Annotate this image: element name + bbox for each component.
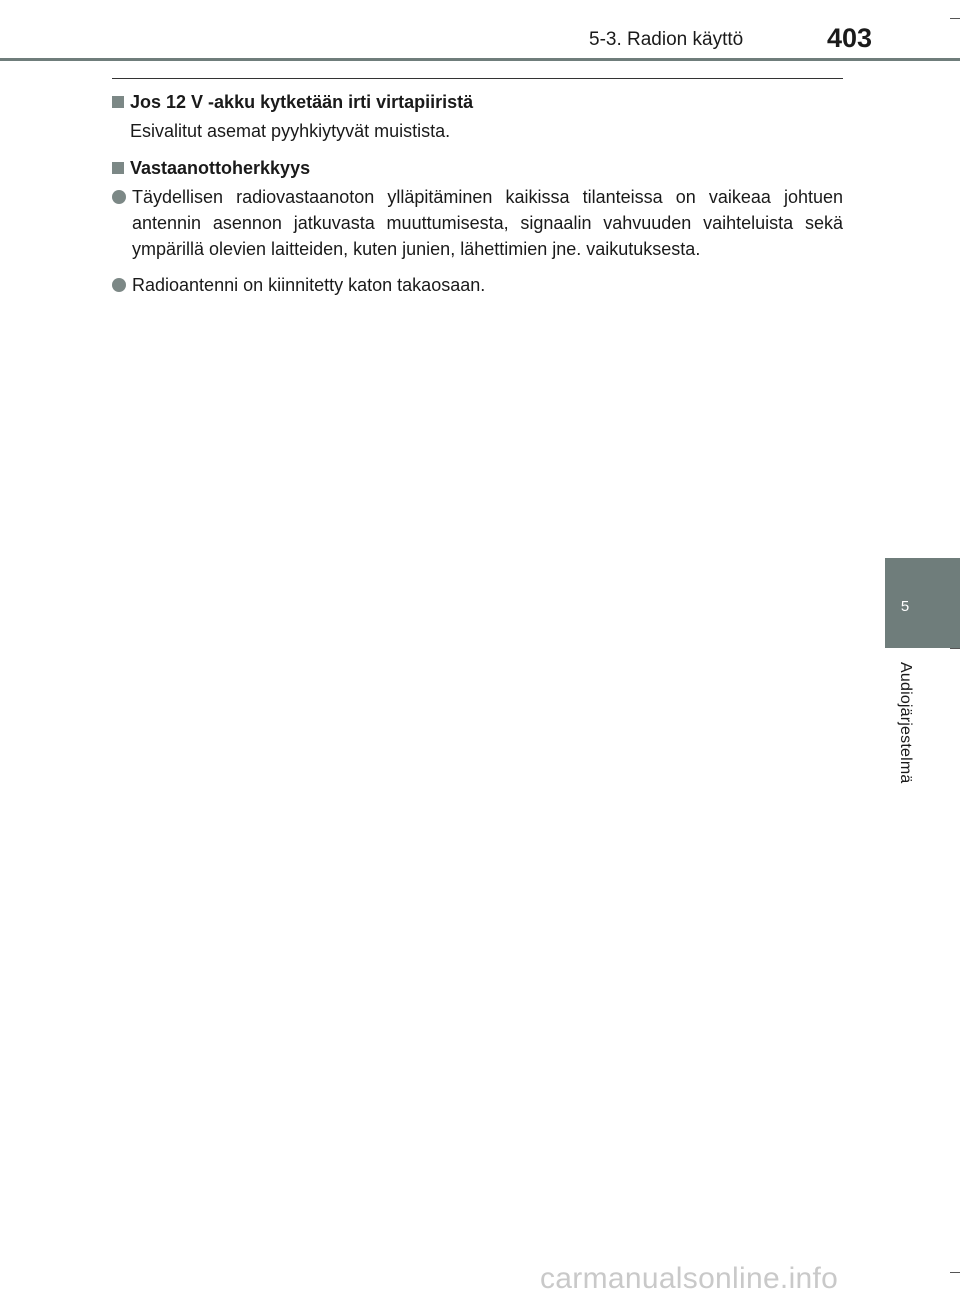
circle-bullet-icon [112,190,126,204]
page-number: 403 [827,23,873,53]
list-item-text: Radioantenni on kiinnitetty katon takaosaan. [132,275,486,295]
section-title: 5-3. Radion käyttö [589,29,744,50]
square-bullet-icon [112,96,124,108]
chapter-label: Audiojärjestelmä [897,662,914,784]
header-rule [0,58,960,61]
square-bullet-icon [112,162,124,174]
heading-text: Jos 12 V -akku kytketään irti virtapiiristä [130,92,474,112]
content-rule [112,78,843,79]
section-heading [112,88,843,116]
list-item [112,184,843,262]
chapter-tab [885,558,960,648]
main-content [112,88,843,308]
heading-text: Vastaanottoherkkyys [130,158,311,178]
section-text: Esivalitut asemat pyyhkiytyvät muistista. [130,121,451,141]
chapter-number: 5 [900,598,910,615]
list-item [112,272,843,298]
crop-mark-top [950,18,960,19]
crop-mark-tab [950,648,960,649]
circle-bullet-icon [112,278,126,292]
section-heading [112,154,843,182]
list-item-text: Täydellisen radiovastaanoton ylläpitäminen kaikissa tilanteissa on vaikeaa johtuen antennin asennon jatkuvasta muuttumisesta, signaalin vahvuuden vaihteluista sekä ympärillä olevien laitteiden, kuten junien, lähettimien jne. vaikutuksesta. [132,187,843,259]
watermark: carmanualsonline.info [540,1262,839,1295]
crop-mark-bottom [950,1272,960,1273]
